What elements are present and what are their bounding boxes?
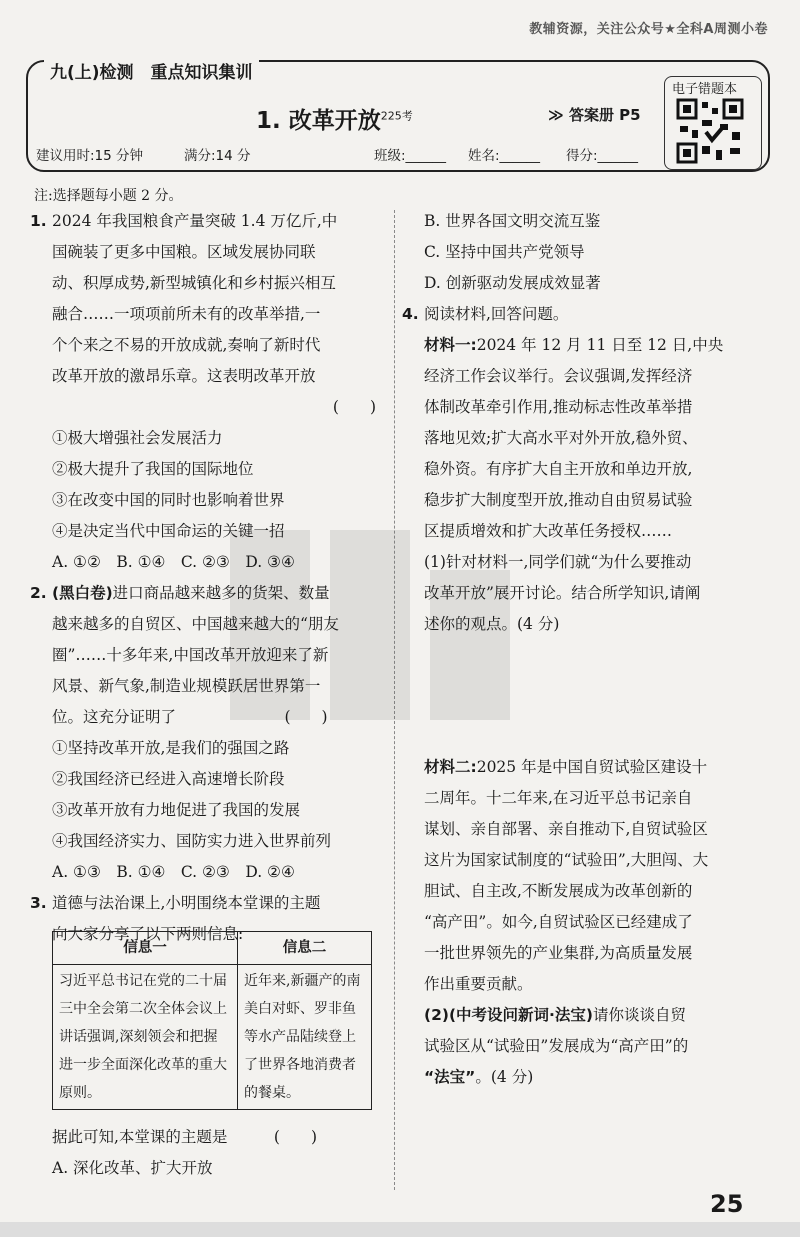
line-text: ④是决定当代中国命运的关键一招 [52, 522, 285, 540]
line-text: 改革开放”展开讨论。结合所学知识,请阐 [424, 584, 701, 602]
text-line [30, 795, 382, 826]
text-line [402, 516, 762, 547]
line-text: 二周年。十二年来,在习近平总书记亲自 [424, 789, 693, 807]
text-line [30, 826, 382, 857]
text-line [30, 547, 382, 578]
line-text: ③改革开放有力地促进了我国的发展 [52, 801, 301, 819]
series-title: 九(上)检测 重点知识集训 [44, 58, 259, 83]
text-line [402, 1031, 762, 1062]
answer-reference [548, 104, 641, 125]
text-line [30, 1153, 382, 1184]
text-line [30, 392, 382, 423]
line-text: 改革开放的激昂乐章。这表明改革开放 [52, 367, 316, 385]
question-number: 4. [402, 305, 419, 323]
text-line [402, 299, 762, 330]
text-line [402, 578, 762, 609]
line-text: B. 世界各国文明交流互鉴 [424, 212, 601, 230]
line-text: 越来越多的自贸区、中国越来越大的“朋友 [52, 615, 339, 633]
right-column [402, 206, 762, 640]
info-table [52, 931, 372, 1110]
text-line [30, 516, 382, 547]
line-text: 阅读材料,回答问题。 [424, 305, 569, 323]
question-number: 2. [30, 584, 47, 602]
text-line [402, 609, 762, 640]
line-text: 风景、新气象,制造业规模跃居世界第一 [52, 677, 321, 695]
text-line [402, 454, 762, 485]
line-text: 2024 年我国粮食产量突破 1.4 万亿斤,中 [52, 212, 338, 230]
text-line [30, 733, 382, 764]
line-text: 谋划、亲自部署、亲自推动下,自贸试验区 [424, 820, 708, 838]
line-text: C. 坚持中国共产党领导 [424, 243, 585, 261]
text-line [30, 485, 382, 516]
line-text: 经济工作会议举行。会议强调,发挥经济 [424, 367, 693, 385]
text-line [30, 671, 382, 702]
question-tag: “法宝” [424, 1068, 476, 1086]
text-line [402, 969, 762, 1000]
question-tag: 材料一: [424, 336, 477, 354]
question-tag: (2)(中考设问新词·法宝) [424, 1006, 594, 1024]
table-cell-2: 近年来,新疆产的南美白对虾、罗非鱼等水产品陆续登上了世界各地消费者的餐桌。 [238, 965, 372, 1110]
text-line [402, 845, 762, 876]
table-header-2: 信息二 [238, 932, 372, 965]
line-text: 进口商品越来越多的货架、数量 [112, 584, 330, 602]
text-line [402, 237, 762, 268]
text-line [30, 578, 382, 609]
line-text: 稳步扩大制度型开放,推动自由贸易试验 [424, 491, 693, 509]
unit-title-sup: 225考 [380, 109, 413, 123]
text-line [30, 609, 382, 640]
left-column [30, 206, 382, 950]
text-line [30, 206, 382, 237]
line-text: 作出重要贡献。 [424, 975, 533, 993]
text-line [402, 361, 762, 392]
line-text: “高产田”。如今,自贸试验区已经建成了 [424, 913, 693, 931]
line-text: 个个来之不易的开放成就,奏响了新时代 [52, 336, 321, 354]
qr-label: 电子错题本 [672, 82, 738, 97]
answer-ref-text: 答案册 P5 [568, 106, 641, 124]
line-text: A. ①③ B. ①④ C. ②③ D. ②④ [52, 863, 295, 881]
line-text: 这片为国家试制度的“试验田”,大胆闯、大 [424, 851, 709, 869]
text-line [402, 330, 762, 361]
double-chevron-icon: ≫ [548, 106, 569, 124]
line-text: A. ①② B. ①④ C. ②③ D. ③④ [52, 553, 295, 571]
line-text: A. 深化改革、扩大开放 [52, 1159, 213, 1177]
text-line [30, 640, 382, 671]
class-field[interactable]: 班级:______ [374, 148, 447, 164]
text-line [30, 299, 382, 330]
qr-code-icon[interactable] [676, 98, 744, 164]
line-text: ②我国经济已经进入高速增长阶段 [52, 770, 285, 788]
line-text: ( ) [332, 398, 376, 416]
line-text: 。(4 分) [475, 1068, 534, 1086]
line-text: 2024 年 12 月 11 日至 12 日,中央 [476, 336, 724, 354]
line-text: 国碗装了更多中国粮。区域发展协同联 [52, 243, 316, 261]
bottom-strip [0, 1222, 800, 1237]
line-text: ①极大增强社会发展活力 [52, 429, 223, 447]
text-line [30, 330, 382, 361]
text-line [30, 1122, 382, 1153]
line-text: 请你谈谈自贸 [593, 1006, 687, 1024]
line-text: 体制改革牵引作用,推动标志性改革举措 [424, 398, 693, 416]
note: 注:选择题每小题 2 分。 [34, 188, 183, 204]
line-text: 融合……一项项前所未有的改革举措,一 [52, 305, 321, 323]
line-text: 道德与法治课上,小明围绕本堂课的主题 [52, 894, 321, 912]
text-line [402, 876, 762, 907]
line-text: 2025 年是中国自贸试验区建设十 [476, 758, 708, 776]
text-line [402, 1000, 762, 1031]
line-text: 落地见效;扩大高水平对外开放,稳外贸、 [424, 429, 698, 447]
line-text: 圈”……十多年来,中国改革开放迎来了新 [52, 646, 329, 664]
text-line [30, 888, 382, 919]
text-line [30, 268, 382, 299]
question-tag: (黑白卷) [52, 584, 113, 602]
line-text: 向大家分享了以下两则信息: [52, 925, 244, 943]
text-line [402, 907, 762, 938]
text-line [30, 423, 382, 454]
line-text: ④我国经济实力、国防实力进入世界前列 [52, 832, 332, 850]
line-text: (1)针对材料一,同学们就“为什么要推动 [424, 553, 692, 571]
question-tag: 材料二: [424, 758, 477, 776]
table-cell-1: 习近平总书记在党的二十届三中全会第二次全体会议上讲话强调,深刻领会和把握进一步全面深化改革的重大原则。 [53, 965, 238, 1110]
line-text: 区提质增效和扩大改革任务授权…… [424, 522, 673, 540]
name-field[interactable]: 姓名:______ [468, 148, 541, 164]
text-line [402, 423, 762, 454]
full-score: 满分:14 分 [184, 148, 251, 164]
line-text: 稳外资。有序扩大自主开放和单边开放, [424, 460, 693, 478]
line-text: D. 创新驱动发展成效显著 [424, 274, 601, 292]
brand-text: 教辅资源，关注公众号★全科A周测小卷 [529, 22, 768, 37]
right-column-lower [402, 752, 762, 1093]
line-text: ②极大提升了我国的国际地位 [52, 460, 254, 478]
line-text: 述你的观点。(4 分) [424, 615, 560, 633]
text-line [402, 814, 762, 845]
unit-title [256, 102, 413, 135]
text-line [30, 764, 382, 795]
line-text: 一批世界领先的产业集群,为高质量发展 [424, 944, 693, 962]
text-line [402, 783, 762, 814]
table-header-1: 信息一 [53, 932, 238, 965]
text-line [30, 702, 382, 733]
line-text: 位。这充分证明了 ( ) [52, 708, 328, 726]
line-text: ①坚持改革开放,是我们的强国之路 [52, 739, 290, 757]
text-line [402, 268, 762, 299]
left-column-after-table [30, 1122, 382, 1184]
unit-title-text: 1. 改革开放 [256, 108, 381, 134]
top-bar [0, 0, 800, 48]
text-line [402, 392, 762, 423]
text-line [30, 237, 382, 268]
line-text: 试验区从“试验田”发展成为“高产田”的 [424, 1037, 689, 1055]
time-limit: 建议用时:15 分钟 [36, 148, 144, 164]
text-line [402, 485, 762, 516]
text-line [402, 547, 762, 578]
text-line [402, 938, 762, 969]
line-text: ③在改变中国的同时也影响着世界 [52, 491, 285, 509]
text-line [402, 206, 762, 237]
score-field[interactable]: 得分:______ [566, 148, 639, 164]
line-text: 动、积厚成势,新型城镇化和乡村振兴相互 [52, 274, 336, 292]
question-number: 1. [30, 212, 47, 230]
text-line [30, 857, 382, 888]
question-number: 3. [30, 894, 47, 912]
text-line [402, 1062, 762, 1093]
line-text: 据此可知,本堂课的主题是 ( ) [52, 1128, 318, 1146]
text-line [402, 752, 762, 783]
text-line [30, 454, 382, 485]
page-number: 25 [710, 1190, 744, 1218]
text-line [30, 361, 382, 392]
line-text: 胆试、自主改,不断发展成为改革创新的 [424, 882, 693, 900]
